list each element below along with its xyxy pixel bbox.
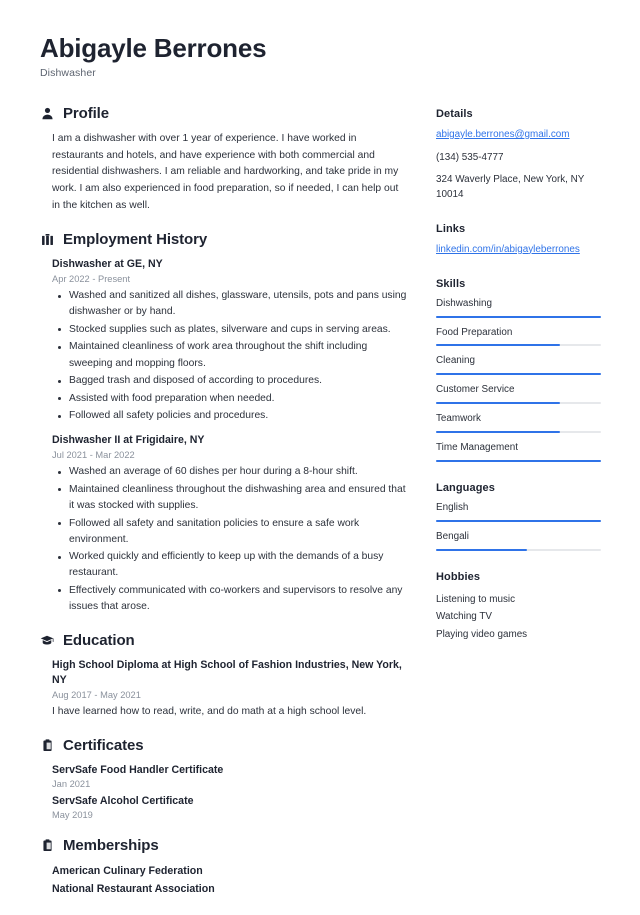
section-title-memberships: Memberships — [63, 837, 159, 855]
email-link[interactable]: abigayle.berrones@gmail.com — [436, 128, 570, 140]
job-bullet: Bagged trash and disposed of according to procedures. — [52, 373, 408, 389]
section-title-education: Education — [63, 631, 135, 649]
employment-body — [40, 257, 408, 615]
certificates-body — [40, 763, 408, 820]
skill-label: Cleaning — [436, 355, 475, 367]
skill-bar-track — [436, 431, 601, 433]
certificates-heading — [40, 737, 408, 754]
education-description: I have learned how to read, write, and do math at a high school level. — [52, 705, 367, 717]
job-bullet: Assisted with food preparation when needed. — [52, 391, 408, 407]
certificate-name: ServSafe Food Handler Certificate — [52, 764, 224, 777]
education-title: High School Diploma at High School of Fashion Industries, New York, NY — [52, 658, 402, 686]
job-bullet: Maintained cleanliness of work area throughout the shift including sweeping and mopping floors. — [52, 339, 408, 371]
candidate-name: Abigayle Berrones — [40, 33, 267, 63]
candidate-job-title: Dishwasher — [40, 66, 96, 79]
profile-heading — [40, 105, 408, 122]
employment-entry — [52, 257, 408, 424]
job-bullet: Maintained cleanliness throughout the dishwashing area and ensured that it was stocked with supplies. — [52, 482, 408, 514]
hobby-item: Listening to music — [436, 593, 516, 605]
job-bullet: Worked quickly and efficiently to keep up with the demands of a busy restaurant. — [52, 549, 408, 581]
skill-bar-track — [436, 316, 601, 318]
address-text: 324 Waverly Place, New York, NY 10014 — [436, 174, 585, 201]
sidebar-column — [436, 105, 601, 664]
language-label: Bengali — [436, 530, 469, 542]
section-memberships — [40, 837, 408, 898]
sidebar-title-links: Links — [436, 222, 466, 235]
hobby-item: Watching TV — [436, 611, 492, 623]
membership-item: American Culinary Federation — [52, 865, 203, 878]
language-item — [436, 502, 601, 522]
skill-item — [436, 442, 601, 462]
language-item — [436, 531, 601, 551]
education-entry — [52, 658, 408, 721]
language-bar-track — [436, 520, 601, 522]
language-bar-fill — [436, 549, 527, 551]
job-bullet: Washed and sanitized all dishes, glassware, utensils, pots and pans using dishwasher or by hand. — [52, 288, 408, 320]
job-bullet: Stocked supplies such as plates, silverware and cups in serving areas. — [52, 322, 408, 338]
skill-bar-track — [436, 344, 601, 346]
job-bullet: Followed all safety policies and procedures. — [52, 408, 408, 424]
section-employment — [40, 231, 408, 615]
linkedin-link[interactable]: linkedin.com/in/abigayleberrones — [436, 243, 580, 255]
job-date: Apr 2022 - Present — [52, 274, 131, 285]
language-bar-fill — [436, 520, 601, 522]
memberships-body — [40, 863, 408, 898]
skill-bar-fill — [436, 402, 560, 404]
employment-heading — [40, 231, 408, 248]
sidebar-title-hobbies: Hobbies — [436, 570, 481, 583]
section-title-certificates: Certificates — [63, 737, 144, 755]
hobby-item: Playing video games — [436, 628, 528, 640]
skill-bar-fill — [436, 316, 601, 318]
skill-bar-track — [436, 402, 601, 404]
memberships-heading — [40, 837, 408, 854]
skill-label: Customer Service — [436, 384, 515, 396]
section-certificates — [40, 737, 408, 820]
section-profile — [40, 105, 408, 214]
section-title-profile: Profile — [63, 104, 109, 122]
skill-bar-fill — [436, 373, 601, 375]
section-title-employment: Employment History — [63, 231, 208, 249]
certificate-date: Jan 2021 — [52, 779, 91, 790]
education-date: Aug 2017 - May 2021 — [52, 689, 141, 700]
job-bullets — [52, 288, 408, 424]
skill-bar-fill — [436, 431, 560, 433]
education-body — [40, 658, 408, 721]
briefcase-icon — [40, 233, 54, 247]
certificate-item — [52, 794, 408, 820]
job-title: Dishwasher at GE, NY — [52, 258, 163, 271]
skill-bar-track — [436, 373, 601, 375]
resume-header — [40, 34, 600, 79]
profile-text: I am a dishwasher with over 1 year of experience. I have worked in restaurants and hotels, and have experience with both commercial and residential dishwashers. I am reliable and hardworking, and take pride in my work. I am also experienced in food preparation, so if needed, I can help out in the kitchen as well. — [52, 132, 399, 211]
certificate-date: May 2019 — [52, 810, 93, 821]
employment-entry — [52, 433, 408, 615]
skill-bar-fill — [436, 460, 601, 462]
job-date: Jul 2021 - Mar 2022 — [52, 450, 135, 461]
skill-item — [436, 298, 601, 318]
skill-bar-track — [436, 460, 601, 462]
job-bullet: Washed an average of 60 dishes per hour during a 8-hour shift. — [52, 464, 408, 480]
sidebar-title-skills: Skills — [436, 277, 466, 290]
skill-label: Time Management — [436, 442, 518, 454]
job-title: Dishwasher II at Frigidaire, NY — [52, 434, 205, 447]
sidebar-skills — [436, 278, 601, 462]
certificate-name: ServSafe Alcohol Certificate — [52, 795, 194, 808]
language-bar-track — [436, 549, 601, 551]
user-icon — [40, 106, 54, 120]
graduation-cap-icon — [40, 633, 54, 647]
skill-item — [436, 327, 601, 347]
profile-body — [40, 131, 408, 214]
main-column — [40, 105, 408, 915]
job-bullets — [52, 464, 408, 615]
job-bullet: Followed all safety and sanitation policies to ensure a safe work environment. — [52, 516, 408, 548]
sidebar-details — [436, 108, 601, 203]
resume-columns — [40, 105, 600, 915]
skill-item — [436, 413, 601, 433]
education-heading — [40, 632, 408, 649]
skill-bar-fill — [436, 344, 560, 346]
sidebar-languages — [436, 482, 601, 551]
clipboard-icon — [40, 739, 54, 753]
sidebar-title-details: Details — [436, 107, 473, 120]
skill-label: Teamwork — [436, 413, 481, 425]
sidebar-title-languages: Languages — [436, 481, 495, 494]
skill-label: Dishwashing — [436, 297, 492, 309]
phone-text: (134) 535-4777 — [436, 151, 504, 163]
skill-item — [436, 384, 601, 404]
certificate-item — [52, 763, 408, 789]
job-bullet: Effectively communicated with co-workers and supervisors to resolve any issues that arose. — [52, 583, 408, 615]
skill-item — [436, 355, 601, 375]
sidebar-hobbies — [436, 571, 601, 644]
language-label: English — [436, 501, 469, 513]
clipboard-icon — [40, 839, 54, 853]
membership-item: National Restaurant Association — [52, 883, 215, 896]
skill-label: Food Preparation — [436, 326, 513, 338]
sidebar-links — [436, 223, 601, 258]
section-education — [40, 632, 408, 721]
